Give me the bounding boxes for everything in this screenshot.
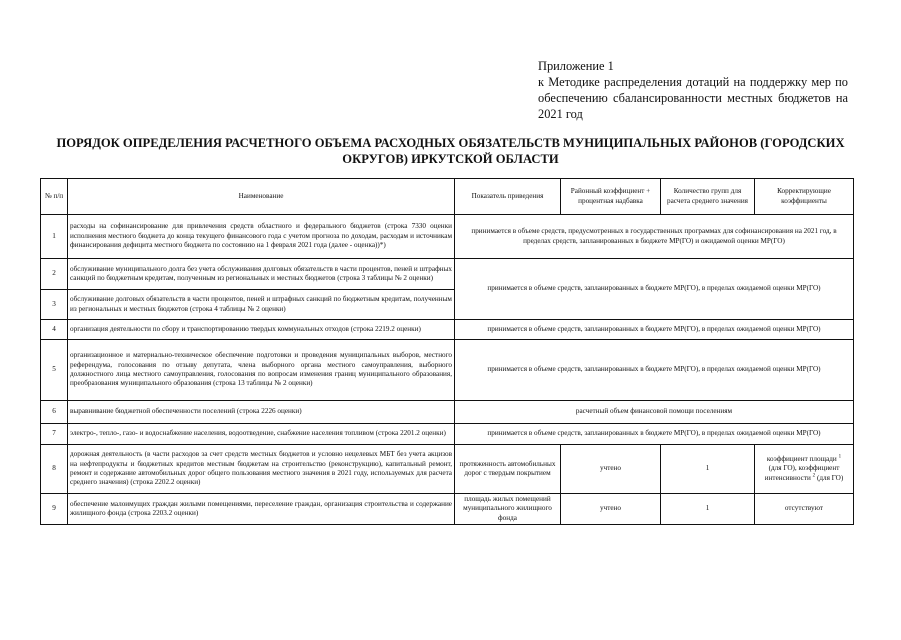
appendix-number: Приложение 1 [538,59,614,73]
row-number: 6 [41,401,68,424]
row-rule: принимается в объеме средств, запланированных в бюджете МР(ГО), в пределах ожидаемой оценки МР(ГО) [455,424,854,445]
row-groups: 1 [661,445,755,494]
row-name: выравнивание бюджетной обеспеченности поселений (строка 2226 оценки) [68,401,455,424]
header-regional-coefficient: Районный коэффициент + процентная надбавка [561,179,661,215]
row-coefficient: учтено [561,494,661,525]
row-name: дорожная деятельность (в части расходов за счет средств местных бюджетов и условно нецелевых МБТ без учета акцизов на нефтепродукты и бюджетных кредитов местным бюджетам на строительство (реконструкцию), капитальный ремонт, ремонт и содержание автомобильных дорог общего пользования местного значения в 2021 году, используемых для расчета среднего значения) (строка 2202.2 оценки) [68,445,455,494]
table-row [41,445,854,494]
row-number: 1 [41,215,68,259]
obligations-table [40,178,854,525]
table-header-row [41,179,854,215]
table-row [41,215,854,259]
header-number: № п/п [41,179,68,215]
row-indicator: протяженность автомобильных дорог с твердым покрытием [455,445,561,494]
appendix-note [538,58,848,122]
table-row [41,259,854,290]
row-correction: отсутствуют [755,494,854,525]
correction-go: (для ГО) [816,473,844,482]
row-name: электро-, тепло-, газо- и водоснабжение населения, водоотведение, снабжение населения топливом (строка 2201.2 оценки) [68,424,455,445]
table-row [41,320,854,340]
row-coefficient: учтено [561,445,661,494]
row-name: организация деятельности по сбору и транспортированию твердых коммунальных отходов (строка 2219.2 оценки) [68,320,455,340]
row-number: 3 [41,290,68,320]
row-rule: принимается в объеме средств, предусмотренных в государственных программах для софинансирования на 2021 год, в пределах средств, запланированных в бюджете МР(ГО) и ожидаемой оценки МР(ГО) [455,215,854,259]
row-number: 9 [41,494,68,525]
footnote-mark-2: 2 [812,473,816,479]
row-number: 5 [41,340,68,401]
row-correction [755,445,854,494]
row-rule: принимается в объеме средств, запланированных в бюджете МР(ГО), в пределах ожидаемой оценки МР(ГО) [455,259,854,320]
footnote-mark-1: 1 [838,454,842,460]
table-row [41,401,854,424]
header-name: Наименование [68,179,455,215]
table-row [41,424,854,445]
row-name: обеспечение малоимущих граждан жилыми помещениями, переселение граждан, организация строительства и содержание жилищного фонда (строка 2203.2 оценки) [68,494,455,525]
row-groups: 1 [661,494,755,525]
row-name: обслуживание муниципального долга без учета обслуживания долговых обязательств в части процентов, пеней и штрафных санкций по бюджетным кредитам, полученным из региональных и местных бюджетов (строка 3 таблицы № 2 оценки) [68,259,455,290]
document-title: ПОРЯДОК ОПРЕДЕЛЕНИЯ РАСЧЕТНОГО ОБЪЕМА РАСХОДНЫХ ОБЯЗАТЕЛЬСТВ МУНИЦИПАЛЬНЫХ РАЙОНОВ (ГОРОДСКИХ ОКРУГОВ) ИРКУТСКОЙ ОБЛАСТИ [56,136,845,166]
row-number: 8 [41,445,68,494]
row-rule: расчетный объем финансовой помощи поселениям [455,401,854,424]
row-rule: принимается в объеме средств, запланированных в бюджете МР(ГО), в пределах ожидаемой оценки МР(ГО) [455,320,854,340]
header-groups-count: Количество групп для расчета среднего значения [661,179,755,215]
row-number: 7 [41,424,68,445]
row-indicator: площадь жилых помещений муниципального жилищного фонда [455,494,561,525]
header-indicator: Показатель приведения [455,179,561,215]
table-row [41,340,854,401]
row-name: организационное и материально-техническое обеспечение подготовки и проведения муниципальных выборов, местного референдума, голосования по отзыву депутата, члена выборного органа местного самоуправления, выборного должностного лица местного самоуправления, голосования по вопросам изменения границ муниципального образования, преобразования муниципального образования (строка 13 таблицы № 2 оценки) [68,340,455,401]
row-number: 4 [41,320,68,340]
row-number: 2 [41,259,68,290]
row-rule: принимается в объеме средств, запланированных в бюджете МР(ГО), в пределах ожидаемой оценки МР(ГО) [455,340,854,401]
correction-intensity: (для ГО), коэффициент интенсивности [764,464,840,482]
row-name: расходы на софинансирование для привлечения средств областного и федерального бюджетов (строка 7330 оценки исполнения местного бюджета до конца текущего финансового года с учетом прогноза по доходам, расходам и источникам финансирования дефицита местного бюджета по состоянию на 1 февраля 2021 года (далее - оценка))*) [68,215,455,259]
header-correction-coefficients: Корректирующие коэффициенты [755,179,854,215]
correction-area: коэффициент площади [766,454,837,463]
row-name: обслуживание долговых обязательств в части процентов, пеней и штрафных санкций по бюджетным кредитам, полученным из региональных и местных бюджетов (строка 4 таблицы № 2 оценки) [68,290,455,320]
table-row [41,494,854,525]
appendix-text: к Методике распределения дотаций на поддержку мер по обеспечению сбалансированности местных бюджетов на 2021 год [538,75,848,121]
